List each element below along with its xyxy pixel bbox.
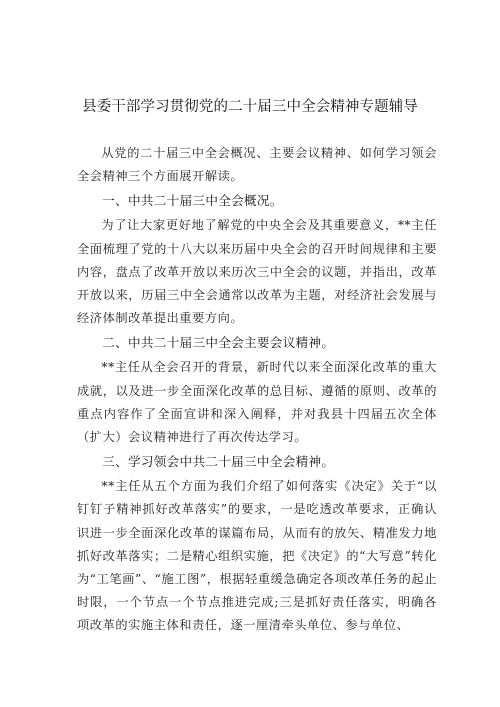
section-3-heading: 三、学习领会中共二十届三中全会精神。 [102, 454, 335, 470]
section-1-paragraph: 为了让大家更好地了解党的中央全会及其重要意义，**主任全面梳理了党的十八大以来历届中央全会的召开时间规律和主要内容，盘点了改革开放以来历次三中全会的议题，并指出，改革开放以来，历届三中全会通常以改革为主题，对经济社会发展与经济体制改革提出重要方向。 [77, 218, 437, 326]
section-2-paragraph: **主任从全会召开的背景，新时代以来全面深化改革的重大成就，以及进一步全面深化改革的总目标、遵循的原则、改革的重点内容作了全面宣讲和深入阐释，并对我县十四届五次全体（扩大）会议精神进行了再次传达学习。 [77, 360, 437, 445]
document-title: 县委干部学习贯彻党的二十届三中全会精神专题辅导 [82, 99, 418, 115]
section-3-paragraph: **主任从五个方面为我们介绍了如何落实《决定》关于“以钉钉子精神抓好改革落实”的要求，一是吃透改革要求，正确认识进一步全面深化改革的谋篇布局，从而有的放矢、精准发力地抓好改革落实；二是精心组织实施，把《决定》的“大写意”转化为“工笔画”、“施工图”，根据轻重缓急确定各项改革任务的起止时限，一个节点一个节点推进完成;三是抓好责任落实，明确各项改革的实施主体和责任，逐一厘清牵头单位、参与单位、 [77, 479, 437, 633]
intro-paragraph: 从党的二十届三中全会概况、主要会议精神、如何学习领会全会精神三个方面展开解读。 [77, 146, 437, 184]
document-body [77, 142, 437, 638]
section-1-heading: 一、中共二十届三中全会概况。 [102, 193, 283, 209]
section-2-heading: 二、中共二十届三中全会主要会议精神。 [102, 335, 335, 351]
